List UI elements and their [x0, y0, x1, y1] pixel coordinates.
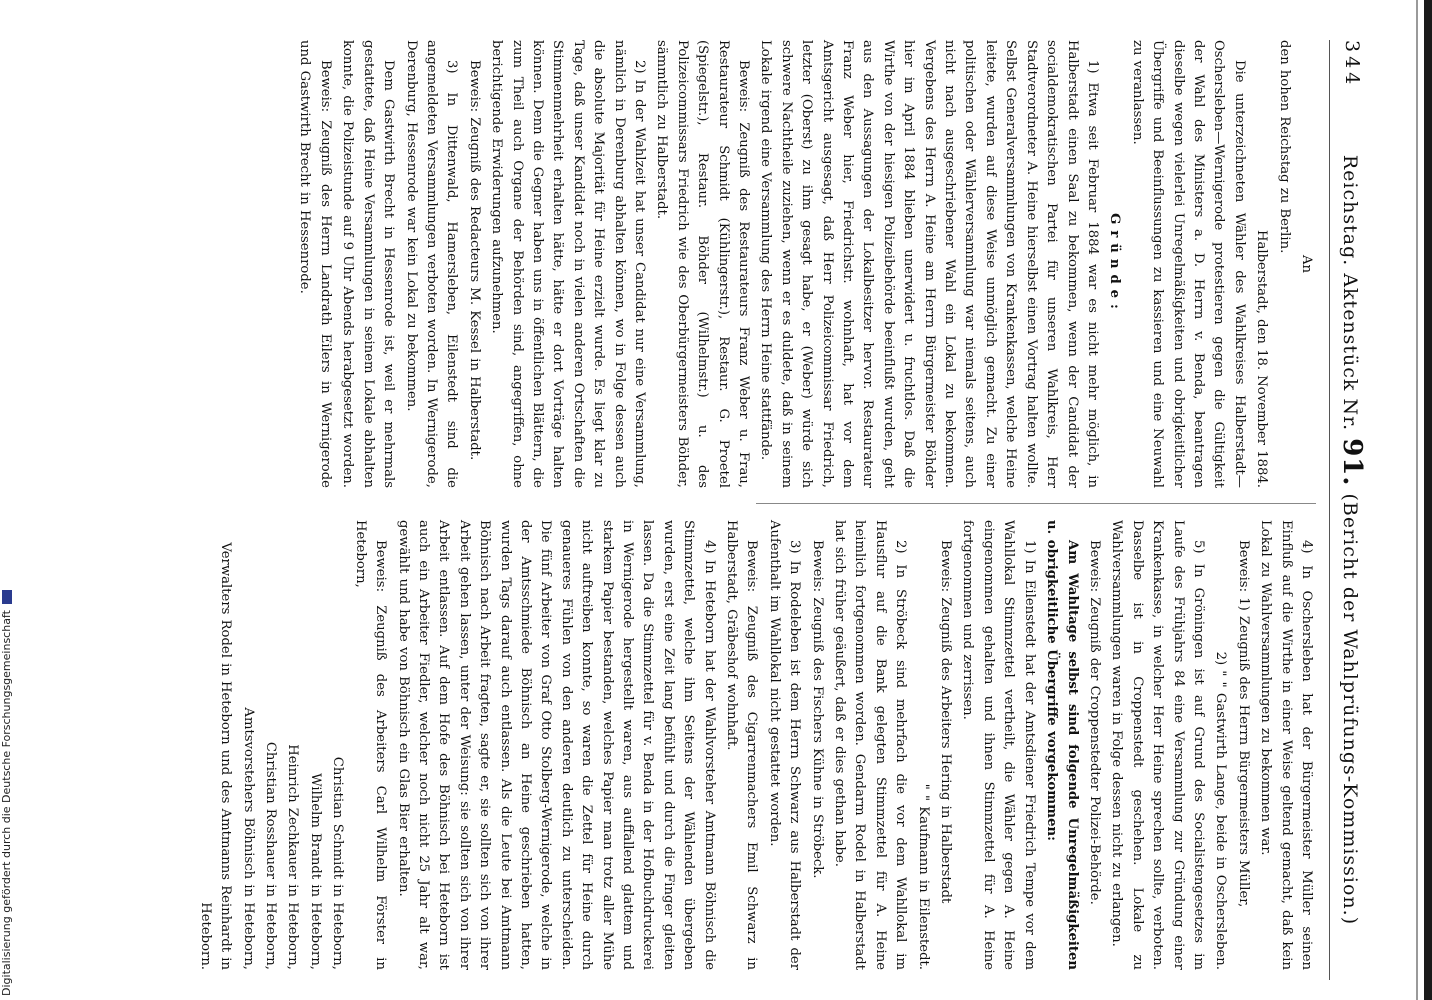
column-divider: [756, 503, 1316, 504]
protest-intro: Die unterzeichneten Wähler des Wahlkreises Halberstadt—Oschersleben—Wernigerode protestieren gegen die Gültigkeit der Wahl des Ministers a. D. Herrn v. Benda, beantragen dieselbe wegen vielerlei Unregelmäßigkeiten und obrigkeitlicher Übergriffe und Beeinflussungen zu kassieren und eine Neuwahl zu veranlassen.: [1129, 40, 1247, 488]
document-number: 91.: [1337, 438, 1367, 487]
section-heading-gruende: Gründe:: [1107, 213, 1123, 315]
witness-line: Wilhelm Brandt in Heteborn,: [307, 773, 323, 970]
salutation-an: An: [1299, 254, 1314, 274]
election-item-3: 3) In Rodeleben ist dem Herrn Schwarz aus Halberstadt der Aufenthalt im Wahllokal nicht gestattet worden.: [766, 520, 803, 970]
evidence-w3: Beweis: Zeugniß des Cigarrenmachers Emil Schwarz in Halberstadt, Gräbeshof wohnhaft.: [724, 520, 760, 970]
evidence-4a: Beweis: 1) Zeugniß des Herrn Bürgermeisters Müller,: [1235, 540, 1251, 908]
evidence-w1b: " " Kaufmann in Eilenstedt.: [915, 783, 931, 970]
witness-line: Verwalters Rodel in Heteborn und des Amtmanns Reinhardt in Heteborn.: [197, 542, 234, 970]
salutation-target: den hohen Reichstag zu Berlin.: [1276, 40, 1292, 254]
right-column: [192, 520, 1316, 970]
page-header-title: [1332, 110, 1370, 970]
scan-edge-line: [1416, 0, 1418, 1000]
evidence-w2: Beweis: Zeugniß des Fischers Kühne in Ströbeck.: [809, 540, 825, 879]
paragraph-5: 5) In Gröningen ist auf Grund des Socialistengesetzes im Laufe des Frühjahrs 84 eine Versammlung zur Gründung einer Krankenkasse, in welcher Herr Heine sprechen sollte, verboten. Dasselbe ist in Croppenstedt geschehen. Lokale zu Wahlversammlungen waren in Folge dessen nicht zu erlangen.: [1109, 520, 1206, 970]
election-day-intro: Am Wahltage selbst sind folgende Unregelmäßigkeiten u. obrigkeitliche Übergriffe vorgekommen:: [1044, 520, 1080, 970]
witness-line: Christian Schmidt in Heteborn,: [330, 756, 346, 970]
witness-line: Christian Rosshauer in Heteborn,: [263, 741, 279, 970]
election-item-1: 1) In Eilenstedt hat der Amtsdiener Friedrich Tempe vor dem Wahllokal Stimmzettel vertheilt, die Wähler gegen A. Heine eingenommen gehalten und ihnen Stimmzettel für A. Heine fortgenommen und zerrissen.: [960, 520, 1037, 970]
paragraph-3b: Dem Gastwirth Brecht in Hessenrode ist, weil er mehrmals gestattete, daß Heine Versammlungen in seinem Lokale abhalten konnte, die Polizeistunde auf 9 Uhr Abends herabgesetzt worden.: [340, 40, 397, 488]
paragraph-1: 1) Etwa seit Februar 1884 war es nicht mehr möglich, in Halberstadt einen Saal zu bekommen, wenn der Candidat der socialdemokratischen Partei für unseren Wahlkreis, Herr Stadtverordneter A. Heine hierselbst einen Vortrag halten wollte. Selbst Generalversammlungen von Krankenkassen, welche Heine leitete, wurden auf diese Weise unmöglich gemacht. Zu einer politischen oder Wählerversammlung war niemals seitens, auch nicht nach ausgeschriebener Wahl ein Lokal zu bekommen. Vergebens des Herrn A. Heine am Herrn Bürgermeister Böhder hier im April 1884 blieben unerwidert u. fruchtlos. Daß die Wirthe von der hiesigen Polizeibehörde beeinflußt wurden, geht aus den Aussagungen der Lokalbesitzer hervor. Restaurateur Franz Weber hier, Friedrichstr. wohnhaft, hat vor dem Amtsgericht ausgesagt, daß Herr Polizeicommissar Friedrich, letzter (Oberst) zu ihm gesagt habe, er (Weber) würde sich schwere Nachtheile zuziehen, wenn er es duldete, daß in seinem Lokale irgend eine Versammlung des Herrn Heine stattfände.: [758, 40, 1100, 488]
evidence-w4: Beweis: Zeugniß des Arbeiters Carl Wilhelm Förster in Heteborn,: [352, 520, 389, 970]
evidence-2: Beweis: Zeugniß des Redacteurs M. Kessel in Halberstadt.: [466, 60, 482, 461]
left-column: [292, 40, 1316, 488]
credit-text: Digitalisierung gefördert durch die Deutsche Forschungsgemeinschaft: [0, 610, 13, 996]
dfg-logo-icon: [2, 590, 12, 604]
digitization-credit: [0, 590, 13, 996]
election-item-4: 4) In Heteborn hat der Wahlvorsteher Amtmann Böhnisch die Stimmzettel, welche ihm Seitens der Wählenden übergeben wurden, erst eine Zeit lang befühlt und durch die Finger gleiten lassen. Da die Stimmzettel für v. Benda in der Hofbuchdruckerei in Wernigerode hergestellt waren, aus auffallend glattem und starkem Papier bestanden, welches Papier man trotz aller Mühe nicht auftreiben konnte, so waren die Zettel für Heine durch genaueres Fühlen von den anderen deutlich zu unterscheiden. Die fünf Arbeiter von Graf Otto Stolberg-Wernigerode, welche in der Amtsschmiede Böhnisch an Heine geschrieben hatten, wurden Tags darauf auch entlassen. Als die Leute bei Amtmann Böhnisch nach Arbeit fragten, sagte er, sie sollten sich von ihrer Arbeit gehen lassen, unter der Weisung: sie sollten sich von ihrer Arbeit entlassen. Auf dem Hofe des Böhnisch bei Heteborn ist auch ein Arbeiter Fiedler, welcher noch nicht 25 Jahr alt war, gewählt und habe von Böhnisch ein Glas Bier erhalten.: [395, 520, 717, 970]
header-left-text: Reichstag. Aktenstück Nr.: [1339, 154, 1361, 432]
header-rule: [1329, 40, 1330, 980]
evidence-w1a: Beweis: Zeugniß des Arbeiters Hering in Halberstadt: [938, 540, 954, 904]
page-header: [1334, 40, 1370, 980]
header-right-text: (Bericht der Wahlprüfungs-Kommission.): [1339, 493, 1361, 926]
paragraph-3: 3) In Dittenwald, Hamersleben, Eilenstedt sind die angemeldeten Versammlungen verboten worden. In Wernigerode, Derenburg, Hessenrode war kein Lokal zu bekommen.: [403, 40, 460, 488]
witness-line: Amtsvorstehers Böhnisch in Heteborn,: [240, 707, 256, 970]
paragraph-2: 2) In der Wahlzeit hat unser Candidat nur eine Versammlung, nämlich in Derenburg abhalten können, wo in Folge dessen auch die absolute Majorität für Heine erzielt wurde. Es liegt klar zu Tage, daß unser Kandidat noch in vielen anderen Ortschaften die Stimmenmehrheit erhalten hätte, hätte er dort Vorträge halten können. Denn die Gegner haben uns in öffentlichen Blättern, die zum Theil auch Organe der Behörden sind, angegriffen, ohne berichtigende Erwiderungen aufzunehmen.: [489, 40, 647, 488]
election-item-2: 2) In Ströbeck sind mehrfach die vor dem Wahllokal im Hausflur auf die Bank gelegten Stimmzettel für A. Heine heimlich fortgenommen worden. Gendarm Rodel in Halberstadt hat sich früher geäußert, daß er dies gethan habe.: [832, 520, 909, 970]
evidence-5: Beweis: Zeugniß der Croppenstedter Polizei-Behörde.: [1086, 540, 1102, 905]
scan-edge-border: [1424, 0, 1432, 1000]
paragraph-4: 4) In Oschersleben hat der Bürgermeister Müller seinen Einfluß auf die Wirthe in einer Weise geltend gemacht, daß kein Lokal zu Wahlversammlungen zu bekommen war.: [1258, 520, 1314, 970]
evidence-1: Beweis: Zeugniß des Restaurateurs Franz Weber u. Frau, Restaurateur Schmidt (Kühlingerstr.), Restaur. G. Proetel (Spiegelstr.), Restaur. Böhder (Wilhelmstr.) u. des Polizeicommissars Friedrich wie des Oberbürgermeisters Böhder, sämmtlich zu Halberstadt.: [654, 40, 752, 488]
evidence-3: Beweis: Zeugniß des Herrn Landrath Eilers in Wernigerode und Gastwirth Brecht in Hessenrode.: [297, 40, 333, 488]
evidence-4b: 2) " " Gastwirth Lange, beide in Oschersleben.: [1213, 651, 1229, 970]
page-number: 344: [1341, 40, 1363, 89]
witness-line: Heinrich Zechkauer in Heteborn,: [285, 744, 301, 970]
place-date: Halberstadt, den 18. November 1884.: [1254, 229, 1270, 488]
